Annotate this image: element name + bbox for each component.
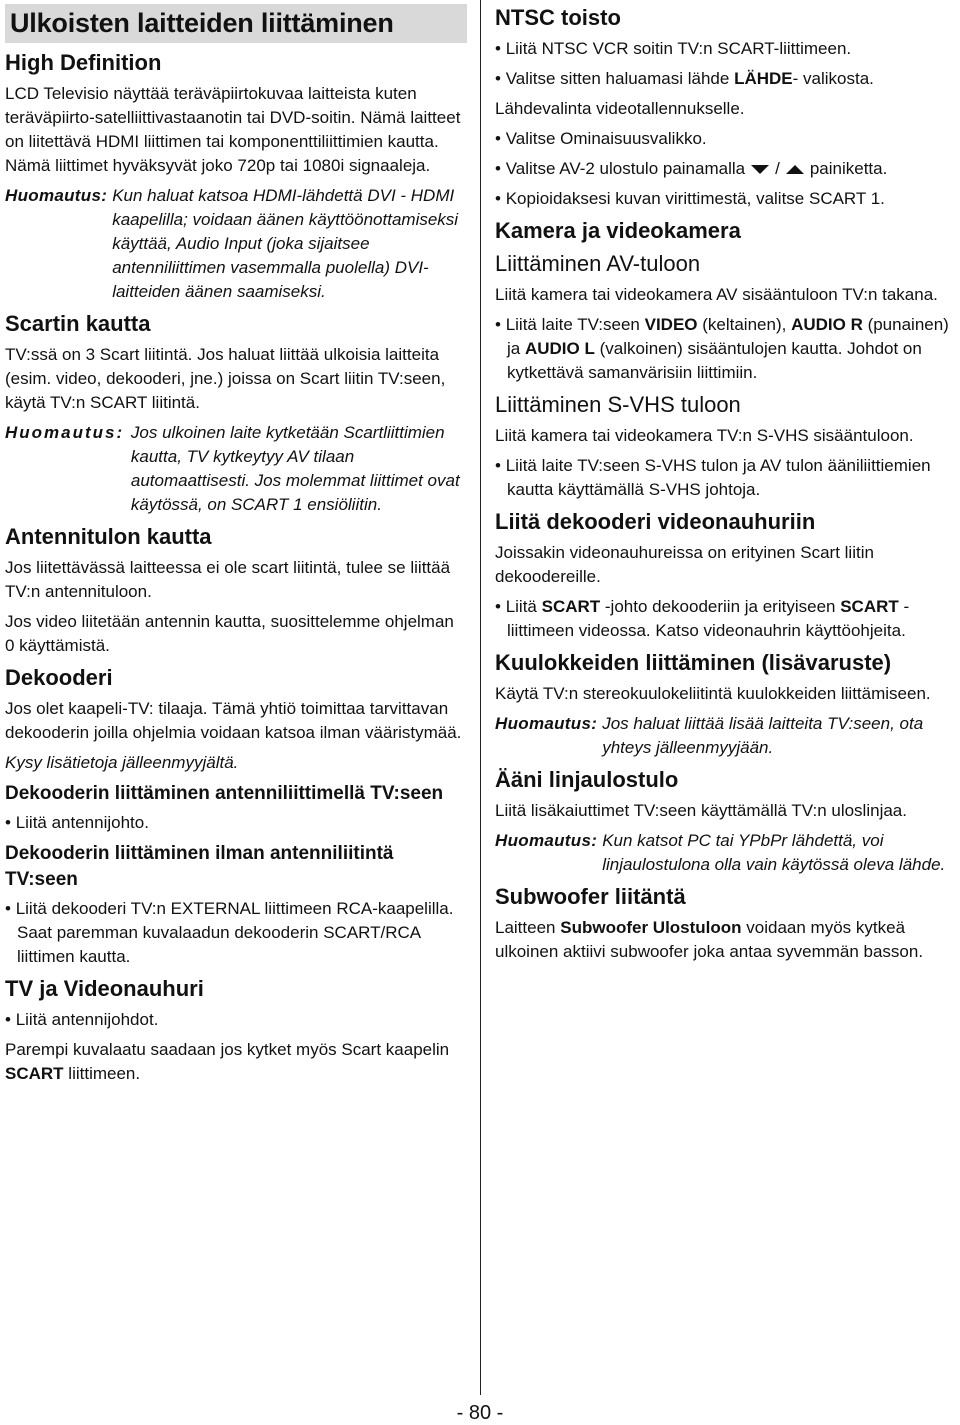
decoder-antenna-list bbox=[5, 811, 467, 835]
hd-note-text: Kun haluat katsoa HDMI-lähdettä DVI - HDMI kaapelilla; voidaan äänen käyttöönottamiseksi käyttää, Audio Input (joka sijaitsee antenniliittimen vasemmalla puolella) DVI-laitteiden äänen saamiseksi. bbox=[112, 186, 459, 301]
headphones-note-label: Huomautus: bbox=[495, 714, 603, 733]
text-run: / bbox=[775, 159, 780, 178]
vcr-decoder-list bbox=[495, 595, 955, 643]
scart-paragraph: TV:ssä on 3 Scart liitintä. Jos haluat liittää ulkoisia laitteita (esim. video, dekooderi, jne.) joissa on Scart liitin TV:seen, käytä TV:n SCART liitintä. bbox=[5, 345, 446, 412]
text-run: (valkoinen) sisääntulojen kautta. Johdot on kytkettävä samanvärisiin liittimiin. bbox=[507, 339, 922, 382]
camera-av-list bbox=[495, 313, 955, 385]
text-run: Parempi kuvalaatu saadaan jos kytket myös Scart kaapelin bbox=[5, 1040, 450, 1059]
tv-vcr-paragraph bbox=[5, 1038, 467, 1086]
ntsc-list-2 bbox=[495, 127, 955, 211]
list-item: • Liitä dekooderi TV:n EXTERNAL liittimeen RCA-kaapelilla. Saat paremman kuvalaadun dekooderin SCART/RCA liittimen kautta. bbox=[5, 897, 467, 969]
bold-text: SCART bbox=[541, 597, 601, 616]
text-run: liittimeen. bbox=[63, 1064, 141, 1083]
text-run: Liitä laite TV:seen bbox=[505, 315, 645, 334]
scart-note-text: Jos ulkoinen laite kytketään Scartliittimien kautta, TV kytkeytyy AV tilaan automaattisesti. Jos molemmat liittimet ovat käytössä, on SCART 1 ensiöliitin. bbox=[130, 423, 460, 514]
line-out-heading: Ääni linjaulostulo bbox=[495, 767, 679, 792]
antenna-heading: Antennitulon kautta bbox=[5, 524, 212, 549]
ntsc-heading: NTSC toisto bbox=[495, 5, 621, 30]
hd-paragraph: LCD Televisio näyttää teräväpiirtokuvaa laitteista kuten teräväpiirto-satelliittivastaanotin tai DVD-soitin. Nämä laitteet on liitettävä HDMI liittimen tai komponenttiliittimien kautta. Nämä liittimet hyväksyvät joko 720p tai 1080i signaaleja. bbox=[5, 84, 461, 175]
camera-svhs-subheading: Liittäminen S-VHS tuloon bbox=[495, 392, 741, 417]
line-out-note-text: Kun katsot PC tai YPbPr lähdettä, voi linjaulostulona olla vain käytössä oleva lähde. bbox=[602, 831, 946, 874]
camera-svhs-list bbox=[495, 454, 955, 502]
text-run: -johto dekooderiin ja erityiseen bbox=[600, 597, 841, 616]
tv-vcr-list bbox=[5, 1008, 467, 1032]
ntsc-paragraph: Lähdevalinta videotallennukselle. bbox=[495, 99, 745, 118]
decoder-no-antenna-list bbox=[5, 897, 467, 969]
subwoofer-heading: Subwoofer liitäntä bbox=[495, 884, 686, 909]
bold-text: AUDIO R bbox=[791, 315, 863, 334]
page-title: Ulkoisten laitteiden liittäminen bbox=[5, 4, 467, 43]
tv-vcr-heading: TV ja Videonauhuri bbox=[5, 976, 204, 1001]
list-item: • Liitä antennijohdot. bbox=[5, 1008, 467, 1032]
text-run: voidaan myös kytkeä ulkoinen aktiivi subwoofer joka antaa syvemmän basson. bbox=[495, 918, 924, 961]
camera-av-paragraph: Liitä kamera tai videokamera AV sisääntuloon TV:n takana. bbox=[495, 285, 938, 304]
line-out-note-label: Huomautus: bbox=[495, 831, 603, 850]
vcr-decoder-paragraph: Joissakin videonauhureissa on erityinen Scart liitin dekoodereille. bbox=[495, 543, 874, 586]
vcr-decoder-heading: Liitä dekooderi videonauhuriin bbox=[495, 509, 816, 534]
headphones-heading: Kuulokkeiden liittäminen (lisävaruste) bbox=[495, 650, 892, 675]
decoder-antenna-heading: Dekooderin liittäminen antenniliittimellä TV:seen bbox=[5, 783, 444, 804]
scart-note-label: Huomautus: bbox=[5, 423, 131, 442]
list-item bbox=[495, 595, 955, 643]
list-item bbox=[495, 157, 955, 181]
right-column bbox=[495, 0, 955, 970]
text-run: painiketta. bbox=[809, 159, 888, 178]
list-item bbox=[495, 313, 955, 385]
headphones-note-text: Jos haluat liittää lisää laitteita TV:seen, ota yhteys jälleenmyyjään. bbox=[602, 714, 924, 757]
decoder-heading: Dekooderi bbox=[5, 665, 113, 690]
line-out-paragraph: Liitä lisäkaiuttimet TV:seen käyttämällä TV:n uloslinjaa. bbox=[495, 801, 907, 820]
subwoofer-paragraph bbox=[495, 916, 955, 964]
text-run: Liitä bbox=[505, 597, 542, 616]
bold-text: LÄHDE bbox=[734, 69, 793, 88]
list-item: • Valitse Ominaisuusvalikko. bbox=[495, 127, 955, 151]
list-item: • Liitä NTSC VCR soitin TV:n SCART-liittimeen. bbox=[495, 37, 955, 61]
text-run: Laitteen bbox=[495, 918, 561, 937]
list-item bbox=[495, 67, 955, 91]
bold-text: VIDEO bbox=[644, 315, 698, 334]
text-run: Valitse sitten haluamasi lähde bbox=[505, 69, 735, 88]
headphones-note bbox=[495, 712, 955, 760]
camera-svhs-paragraph: Liitä kamera tai videokamera TV:n S-VHS sisääntuloon. bbox=[495, 426, 914, 445]
decoder-italic-note: Kysy lisätietoja jälleenmyyjältä. bbox=[5, 753, 239, 772]
decoder-paragraph: Jos olet kaapeli-TV: tilaaja. Tämä yhtiö toimittaa tarvittavan dekooderin joilla ohjelmia voidaan katsoa ilman vääristymää. bbox=[5, 699, 462, 742]
decoder-no-antenna-heading: Dekooderin liittäminen ilman antenniliitintä TV:seen bbox=[5, 843, 394, 890]
headphones-paragraph: Käytä TV:n stereokuulokeliitintä kuulokkeiden liittämiseen. bbox=[495, 684, 931, 703]
camera-av-subheading: Liittäminen AV-tuloon bbox=[495, 251, 701, 276]
scart-note bbox=[5, 421, 467, 517]
list-item: • Liitä laite TV:seen S-VHS tulon ja AV tulon ääniliittiemien kautta käyttämällä S-VHS johtoja. bbox=[495, 454, 955, 502]
antenna-paragraph-2: Jos video liitetään antennin kautta, suosittelemme ohjelman 0 käyttämistä. bbox=[5, 612, 454, 655]
column-divider bbox=[480, 0, 481, 1395]
bold-text: SCART bbox=[840, 597, 899, 616]
hd-note bbox=[5, 184, 467, 304]
bold-text: SCART bbox=[5, 1064, 64, 1083]
list-item: • Kopioidaksesi kuvan virittimestä, valitse SCART 1. bbox=[495, 187, 955, 211]
down-arrow-icon bbox=[751, 165, 769, 174]
camera-heading: Kamera ja videokamera bbox=[495, 218, 741, 243]
hd-note-label: Huomautus: bbox=[5, 186, 113, 205]
up-arrow-icon bbox=[786, 165, 804, 174]
page-number: - 80 - bbox=[456, 1402, 504, 1424]
antenna-paragraph-1: Jos liitettävässä laitteessa ei ole scart liitintä, tulee se liittää TV:n antennituloon. bbox=[5, 558, 451, 601]
text-run: (punainen) ja bbox=[507, 315, 949, 358]
left-column bbox=[5, 0, 467, 1092]
text-run: - valikosta. bbox=[792, 69, 874, 88]
text-run: Valitse AV-2 ulostulo painamalla bbox=[505, 159, 746, 178]
list-item: • Liitä antennijohto. bbox=[5, 811, 467, 835]
bold-text: AUDIO L bbox=[524, 339, 595, 358]
bold-text: Subwoofer Ulostuloon bbox=[560, 918, 742, 937]
line-out-note bbox=[495, 829, 955, 877]
ntsc-list-1 bbox=[495, 37, 955, 91]
text-run: (keltainen), bbox=[697, 315, 792, 334]
scart-heading: Scartin kautta bbox=[5, 311, 151, 336]
text-run: -liittimeen videossa. Katso videonauhrin käyttöohjeita. bbox=[507, 597, 910, 640]
hd-heading: High Definition bbox=[5, 50, 162, 75]
